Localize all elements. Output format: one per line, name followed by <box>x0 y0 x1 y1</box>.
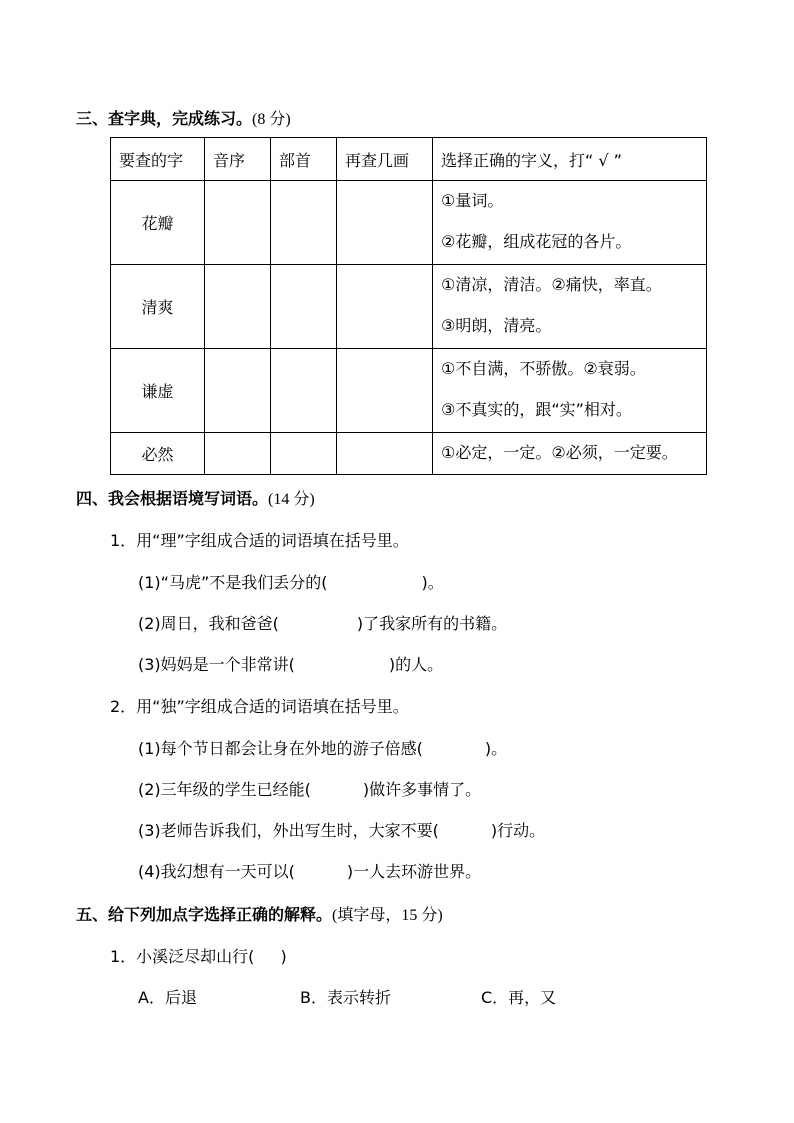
dictionary-table <box>110 137 707 475</box>
question-title: 1．用“理”字组成合适的词语填在括号里。 <box>110 531 409 550</box>
fill-blank-item: (1)“马虎”不是我们丢分的( )。 <box>138 573 444 592</box>
answer-cell-initial[interactable] <box>205 265 271 349</box>
header-initial: 音序 <box>205 138 271 181</box>
fill-blank-item: (4)我幻想有一天可以( )一人去环游世界。 <box>138 862 482 881</box>
answer-cell-strokes[interactable] <box>337 265 433 349</box>
meaning-option[interactable]: ①量词。 <box>441 191 504 210</box>
section5-heading: 五、给下列加点字选择正确的解释。(填字母，15 分) <box>76 905 443 924</box>
answer-cell-radical[interactable] <box>271 433 337 475</box>
meaning-option[interactable]: ③不真实的，跟“实”相对。 <box>441 400 632 419</box>
row-word: 必然 <box>111 433 205 475</box>
header-strokes: 再查几画 <box>337 138 433 181</box>
section3-heading: 三、查字典，完成练习。(8 分) <box>76 109 291 128</box>
option-b[interactable]: B．表示转折 <box>300 988 391 1007</box>
question-title: 1．小溪泛尽却山行( ) <box>110 947 287 966</box>
fill-blank-item: (2)周日，我和爸爸( )了我家所有的书籍。 <box>138 614 508 633</box>
header-meaning: 选择正确的字义，打“ √ ” <box>433 138 707 181</box>
meaning-option[interactable]: ①不自满，不骄傲。②衰弱。 <box>441 359 646 378</box>
meaning-cell <box>433 265 707 349</box>
fill-blank-item: (1)每个节日都会让身在外地的游子倍感( )。 <box>138 739 508 758</box>
fill-blank-item: (3)妈妈是一个非常讲( )的人。 <box>138 655 444 674</box>
answer-cell-strokes[interactable] <box>337 181 433 265</box>
option-c[interactable]: C．再，又 <box>481 988 557 1007</box>
answer-cell-radical[interactable] <box>271 181 337 265</box>
meaning-cell <box>433 433 707 475</box>
table-header-row <box>111 138 707 181</box>
row-word: 花瓣 <box>111 181 205 265</box>
table-row <box>111 433 707 475</box>
table-row <box>111 181 707 265</box>
meaning-option[interactable]: ②花瓣，组成花冠的各片。 <box>441 232 632 251</box>
answer-cell-initial[interactable] <box>205 181 271 265</box>
row-word: 谦虚 <box>111 349 205 433</box>
answer-cell-strokes[interactable] <box>337 433 433 475</box>
meaning-cell <box>433 349 707 433</box>
meaning-option[interactable]: ③明朗，清亮。 <box>441 316 552 335</box>
table-row <box>111 265 707 349</box>
fill-blank-item: (3)老师告诉我们，外出写生时，大家不要( )行动。 <box>138 821 546 840</box>
option-a[interactable]: A．后退 <box>138 988 197 1007</box>
section4-heading: 四、我会根据语境写词语。(14 分) <box>76 489 315 508</box>
answer-cell-initial[interactable] <box>205 433 271 475</box>
header-word: 要查的字 <box>111 138 205 181</box>
header-radical: 部首 <box>271 138 337 181</box>
row-word: 清爽 <box>111 265 205 349</box>
answer-cell-radical[interactable] <box>271 265 337 349</box>
answer-cell-strokes[interactable] <box>337 349 433 433</box>
table-row <box>111 349 707 433</box>
meaning-option[interactable]: ①清凉，清洁。②痛快，率直。 <box>441 275 662 294</box>
answer-cell-initial[interactable] <box>205 349 271 433</box>
fill-blank-item: (2)三年级的学生已经能( )做许多事情了。 <box>138 780 482 799</box>
question-title: 2．用“独”字组成合适的词语填在括号里。 <box>110 697 409 716</box>
answer-cell-radical[interactable] <box>271 349 337 433</box>
meaning-cell <box>433 181 707 265</box>
meaning-option[interactable]: ①必定，一定。②必须，一定要。 <box>441 443 678 462</box>
